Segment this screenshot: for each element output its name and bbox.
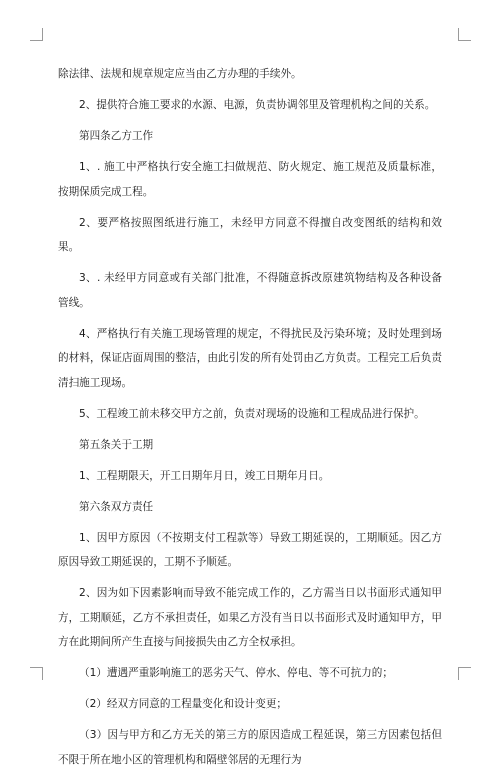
paragraph: 4、严格执行有关施工现场管理的规定，不得扰民及污染环境；及时处理到场的材料，保证店面周围的整洁，由此引发的所有处罚由乙方负责。工程完工后负责清扫施工现场。 <box>58 327 442 389</box>
paragraph: 5、工程竣工前未移交甲方之前，负责对现场的设施和工程成品进行保护。 <box>79 407 425 420</box>
list-item: （1）遭遇严重影响施工的恶劣天气、停水、停电、等不可抗力的； <box>79 667 393 679</box>
section-heading: 第四条乙方工作 <box>79 130 154 142</box>
section-heading: 第五条关于工期 <box>79 438 154 451</box>
paragraph: 2、要严格按照图纸进行施工，未经甲方同意不得擅自改变图纸的结构和效果。 <box>58 216 442 253</box>
section-heading: 第六条双方责任 <box>79 500 154 513</box>
list-item: （3）因与甲方和乙方无关的第三方的原因造成工程延误，第三方因素包括但不限于所在地小区的管理机构和隔壁邻居的无理行为 <box>58 729 442 766</box>
paragraph: 2、因为如下因素影响而导致不能完成工作的，乙方需当日以书面形式通知甲方，工期顺延，乙方不承担责任，如果乙方没有当日以书面形式及时通知甲方，甲方在此期间所产生直接与间接损失由乙方全权承担。 <box>58 587 442 648</box>
paragraph: 3、. 未经甲方同意或有关部门批准，不得随意拆改原建筑物结构及各种设备管线。 <box>58 272 442 309</box>
list-item: （2）经双方同意的工程量变化和设计变更； <box>79 698 288 710</box>
paragraph: 1、. 施工中严格执行安全施工扫做规范、防火规定、施工规范及质量标准，按期保质完成工程。 <box>58 161 442 198</box>
crop-mark-bottom-left <box>30 667 43 680</box>
crop-mark-top-left <box>30 28 43 41</box>
paragraph: 除法律、法规和规章规定应当由乙方办理的手续外。 <box>58 68 302 80</box>
paragraph: 1、工程期限天，开工日期年月日，竣工日期年月日。 <box>79 469 330 482</box>
paragraph: 2、提供符合施工要求的水源、电源，负责协调邻里及管理机构之间的关系。 <box>79 99 436 111</box>
crop-mark-bottom-right <box>458 667 471 680</box>
document-body <box>58 62 442 772</box>
paragraph: 1、因甲方原因（不按期支付工程款等）导致工期延误的，工期顺延。因乙方原因导致工期延误的，工期不予顺延。 <box>58 531 442 568</box>
crop-mark-top-right <box>458 28 471 41</box>
